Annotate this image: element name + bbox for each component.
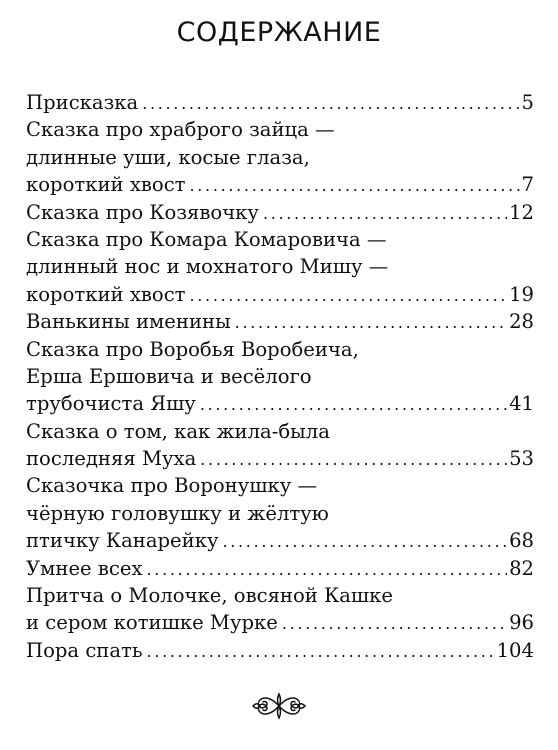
dot-leader	[190, 282, 508, 309]
flourish-ornament-icon	[250, 688, 308, 724]
toc-entry	[26, 308, 534, 335]
toc-line	[26, 609, 534, 636]
toc-entry	[26, 116, 534, 198]
dot-leader	[235, 309, 507, 336]
toc-entry-title: Присказка	[26, 91, 139, 114]
toc-line	[26, 555, 534, 582]
toc-line	[26, 637, 534, 664]
toc-entry-title: Сказка о том, как жила-была	[26, 419, 330, 443]
toc-entry-title: Сказка про храброго зайца —	[26, 118, 335, 142]
toc-entry-title: Сказка про Воробья Воробеича,	[26, 337, 359, 361]
toc-entry-title: трубочиста Яшу	[26, 392, 196, 416]
toc-entry	[26, 226, 534, 308]
toc-entry-title: Пора спать	[26, 638, 143, 662]
toc-line	[26, 144, 534, 171]
toc-line	[26, 199, 534, 226]
toc-entry	[26, 89, 534, 116]
dot-leader	[222, 528, 507, 555]
toc-entry-title: чёрную головушку и жёлтую	[26, 501, 329, 525]
toc-entry-title: птичку Канарейку	[26, 529, 219, 553]
toc-line	[26, 308, 534, 335]
toc-entry-title: длинные уши, косые глаза,	[26, 145, 310, 169]
toc-entry-title: Притча о Молочке, овсяной Кашке	[26, 584, 393, 608]
toc-page-number: 28	[509, 310, 534, 334]
dot-leader	[200, 446, 507, 473]
toc-entry-title: Ерша Ершовича и весёлого	[26, 364, 312, 388]
toc-page-number: 82	[509, 556, 534, 580]
toc-entry-title: длинный нос и мохнатого Мишу —	[26, 255, 389, 279]
toc-entry-title: Умнее всех	[26, 556, 143, 580]
dot-leader	[147, 556, 508, 583]
toc-page-number: 104	[496, 638, 534, 662]
toc-page-number: 5	[521, 91, 534, 114]
toc-page-number: 7	[521, 173, 534, 197]
toc-entry-title: Сказочка про Воронушку —	[26, 474, 318, 498]
dot-leader	[147, 638, 495, 665]
toc-entry-title: короткий хвост	[26, 282, 186, 306]
toc-page-number: 53	[509, 447, 534, 471]
dot-leader	[200, 391, 507, 418]
toc-page-number: 96	[509, 611, 534, 635]
toc-line	[26, 116, 534, 143]
toc-line	[26, 253, 534, 280]
toc-entry	[26, 418, 534, 473]
toc-line	[26, 281, 534, 308]
toc-line	[26, 336, 534, 363]
dot-leader	[282, 610, 507, 637]
toc-entry	[26, 582, 534, 637]
toc-line	[26, 363, 534, 390]
toc-line	[26, 390, 534, 417]
toc-entry-title: Ванькины именины	[26, 310, 231, 334]
page-title: СОДЕРЖАНИЕ	[176, 17, 382, 48]
dot-leader	[190, 172, 520, 199]
toc-entry-title: Сказка про Комара Комаровича —	[26, 227, 387, 251]
toc-line	[26, 500, 534, 527]
toc-entry-title: и сером котишке Мурке	[26, 611, 278, 635]
toc-line	[26, 472, 534, 499]
toc-line	[26, 226, 534, 253]
toc-entry	[26, 336, 534, 418]
toc-line	[26, 582, 534, 609]
toc-entry-title: короткий хвост	[26, 173, 186, 197]
table-of-contents	[26, 89, 534, 664]
dot-leader	[142, 90, 519, 117]
toc-entry-title: Сказка про Козявочку	[26, 200, 259, 224]
toc-page-number: 12	[509, 200, 534, 224]
toc-line	[26, 527, 534, 554]
toc-entry	[26, 637, 534, 664]
toc-page-number: 41	[509, 392, 534, 416]
dot-leader	[263, 200, 507, 227]
toc-line	[26, 418, 534, 445]
toc-entry	[26, 555, 534, 582]
toc-page-number: 68	[509, 529, 534, 553]
toc-line	[26, 89, 534, 116]
toc-line	[26, 171, 534, 198]
toc-entry	[26, 199, 534, 226]
toc-entry-title: последняя Муха	[26, 447, 197, 471]
toc-page-number: 19	[509, 282, 534, 306]
toc-entry	[26, 472, 534, 554]
toc-line	[26, 445, 534, 472]
